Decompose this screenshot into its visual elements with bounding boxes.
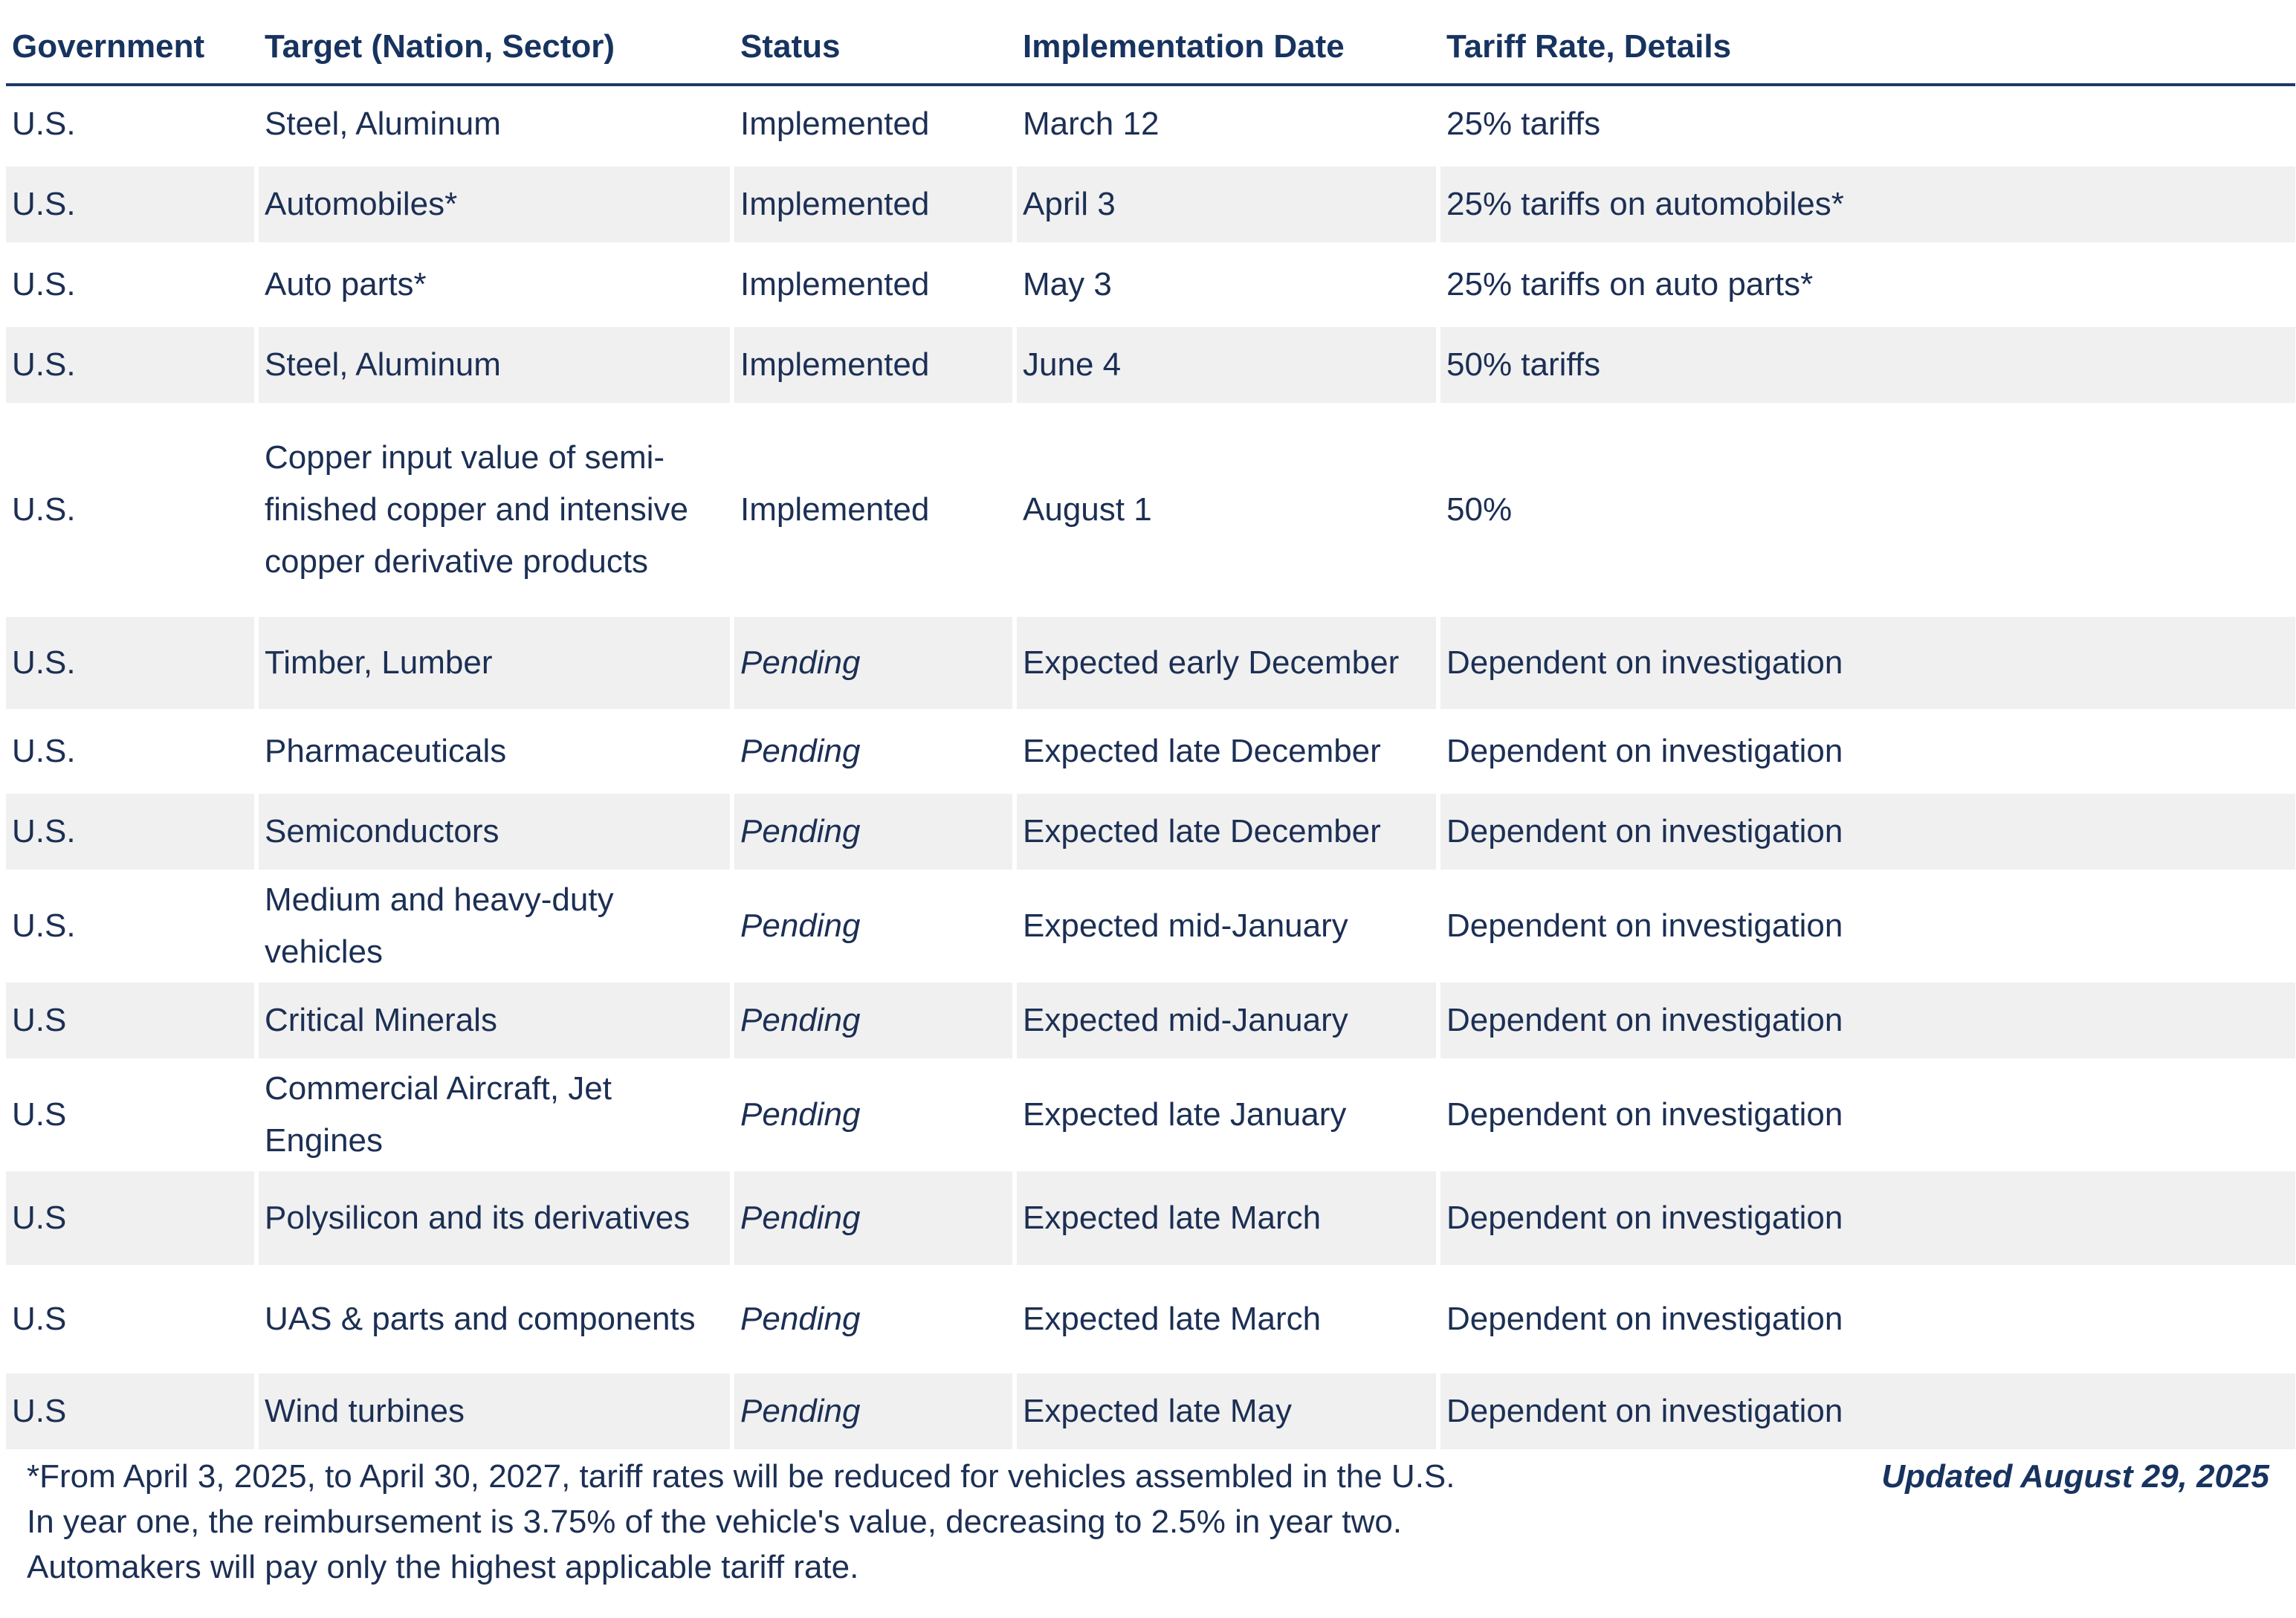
table-row: [6, 166, 2295, 247]
cell-target: Automobiles*: [259, 166, 734, 247]
table-row: [6, 713, 2295, 794]
cell-date: Expected late May: [1017, 1373, 1440, 1454]
cell-date: Expected late March: [1017, 1171, 1440, 1269]
table-row: [6, 1063, 2295, 1171]
cell-target: Pharmaceuticals: [259, 713, 734, 794]
tariff-table: [6, 13, 2295, 1454]
cell-rate: 50%: [1440, 407, 2295, 617]
cell-target: Timber, Lumber: [259, 617, 734, 713]
table-row: [6, 1269, 2295, 1373]
cell-target: Medium and heavy-duty vehicles: [259, 874, 734, 983]
cell-status: Pending: [734, 1373, 1017, 1454]
table-row: [6, 407, 2295, 617]
cell-government: U.S.: [6, 327, 259, 407]
cell-government: U.S: [6, 1171, 259, 1269]
cell-rate: Dependent on investigation: [1440, 1373, 2295, 1454]
cell-target: Polysilicon and its derivatives: [259, 1171, 734, 1269]
cell-date: April 3: [1017, 166, 1440, 247]
cell-date: June 4: [1017, 327, 1440, 407]
cell-date: Expected mid-January: [1017, 874, 1440, 983]
cell-target: Steel, Aluminum: [259, 327, 734, 407]
table-row: [6, 247, 2295, 327]
cell-target: UAS & parts and components: [259, 1269, 734, 1373]
cell-government: U.S.: [6, 247, 259, 327]
cell-status: Pending: [734, 713, 1017, 794]
cell-government: U.S.: [6, 166, 259, 247]
cell-date: Expected late March: [1017, 1269, 1440, 1373]
cell-status: Pending: [734, 1171, 1017, 1269]
cell-rate: Dependent on investigation: [1440, 1171, 2295, 1269]
cell-status: Implemented: [734, 247, 1017, 327]
table-header-row: [6, 13, 2295, 86]
table-row: [6, 1373, 2295, 1454]
cell-government: U.S: [6, 1063, 259, 1171]
cell-date: Expected early December: [1017, 617, 1440, 713]
cell-government: U.S: [6, 983, 259, 1063]
cell-target: Critical Minerals: [259, 983, 734, 1063]
cell-status: Pending: [734, 983, 1017, 1063]
table-row: [6, 327, 2295, 407]
header-government: Government: [6, 13, 259, 86]
cell-rate: Dependent on investigation: [1440, 794, 2295, 874]
cell-date: May 3: [1017, 247, 1440, 327]
tariff-table-container: [6, 13, 2295, 1454]
cell-government: U.S.: [6, 86, 259, 166]
cell-date: Expected late December: [1017, 794, 1440, 874]
cell-date: Expected late January: [1017, 1063, 1440, 1171]
cell-rate: 25% tariffs on automobiles*: [1440, 166, 2295, 247]
table-row: [6, 1171, 2295, 1269]
cell-rate: 50% tariffs: [1440, 327, 2295, 407]
cell-target: Steel, Aluminum: [259, 86, 734, 166]
cell-target: Wind turbines: [259, 1373, 734, 1454]
cell-government: U.S: [6, 1373, 259, 1454]
header-status: Status: [734, 13, 1017, 86]
cell-government: U.S.: [6, 874, 259, 983]
table-row: [6, 794, 2295, 874]
cell-date: Expected late December: [1017, 713, 1440, 794]
cell-status: Implemented: [734, 327, 1017, 407]
header-tariff-rate: Tariff Rate, Details: [1440, 13, 2295, 86]
cell-status: Implemented: [734, 86, 1017, 166]
footnote-text: *From April 3, 2025, to April 30, 2027, tariff rates will be reduced for vehicles assembled in the U.S. In year one, the reimbursement is 3.75% of the vehicle's value, decreasing to 2.5% in year two. Automakers will pay only the highest applicable tariff rate.: [27, 1458, 1455, 1585]
cell-status: Pending: [734, 874, 1017, 983]
cell-government: U.S.: [6, 794, 259, 874]
cell-government: U.S.: [6, 713, 259, 794]
table-row: [6, 874, 2295, 983]
cell-target: Commercial Aircraft, Jet Engines: [259, 1063, 734, 1171]
cell-rate: Dependent on investigation: [1440, 1269, 2295, 1373]
cell-status: Pending: [734, 1269, 1017, 1373]
cell-date: March 12: [1017, 86, 1440, 166]
table-row: [6, 617, 2295, 713]
cell-rate: Dependent on investigation: [1440, 983, 2295, 1063]
cell-government: U.S.: [6, 617, 259, 713]
cell-rate: Dependent on investigation: [1440, 617, 2295, 713]
cell-status: Implemented: [734, 166, 1017, 247]
header-target: Target (Nation, Sector): [259, 13, 734, 86]
cell-government: U.S: [6, 1269, 259, 1373]
header-implementation-date: Implementation Date: [1017, 13, 1440, 86]
cell-status: Implemented: [734, 407, 1017, 617]
cell-status: Pending: [734, 1063, 1017, 1171]
cell-status: Pending: [734, 617, 1017, 713]
cell-date: Expected mid-January: [1017, 983, 1440, 1063]
table-row: [6, 86, 2295, 166]
cell-target: Copper input value of semi-finished copper and intensive copper derivative products: [259, 407, 734, 617]
cell-status: Pending: [734, 794, 1017, 874]
cell-target: Auto parts*: [259, 247, 734, 327]
cell-rate: Dependent on investigation: [1440, 713, 2295, 794]
updated-date: Updated August 29, 2025: [1881, 1458, 2269, 1495]
table-row: [6, 983, 2295, 1063]
cell-rate: 25% tariffs on auto parts*: [1440, 247, 2295, 327]
cell-rate: 25% tariffs: [1440, 86, 2295, 166]
cell-date: August 1: [1017, 407, 1440, 617]
cell-rate: Dependent on investigation: [1440, 874, 2295, 983]
cell-target: Semiconductors: [259, 794, 734, 874]
cell-rate: Dependent on investigation: [1440, 1063, 2295, 1171]
cell-government: U.S.: [6, 407, 259, 617]
